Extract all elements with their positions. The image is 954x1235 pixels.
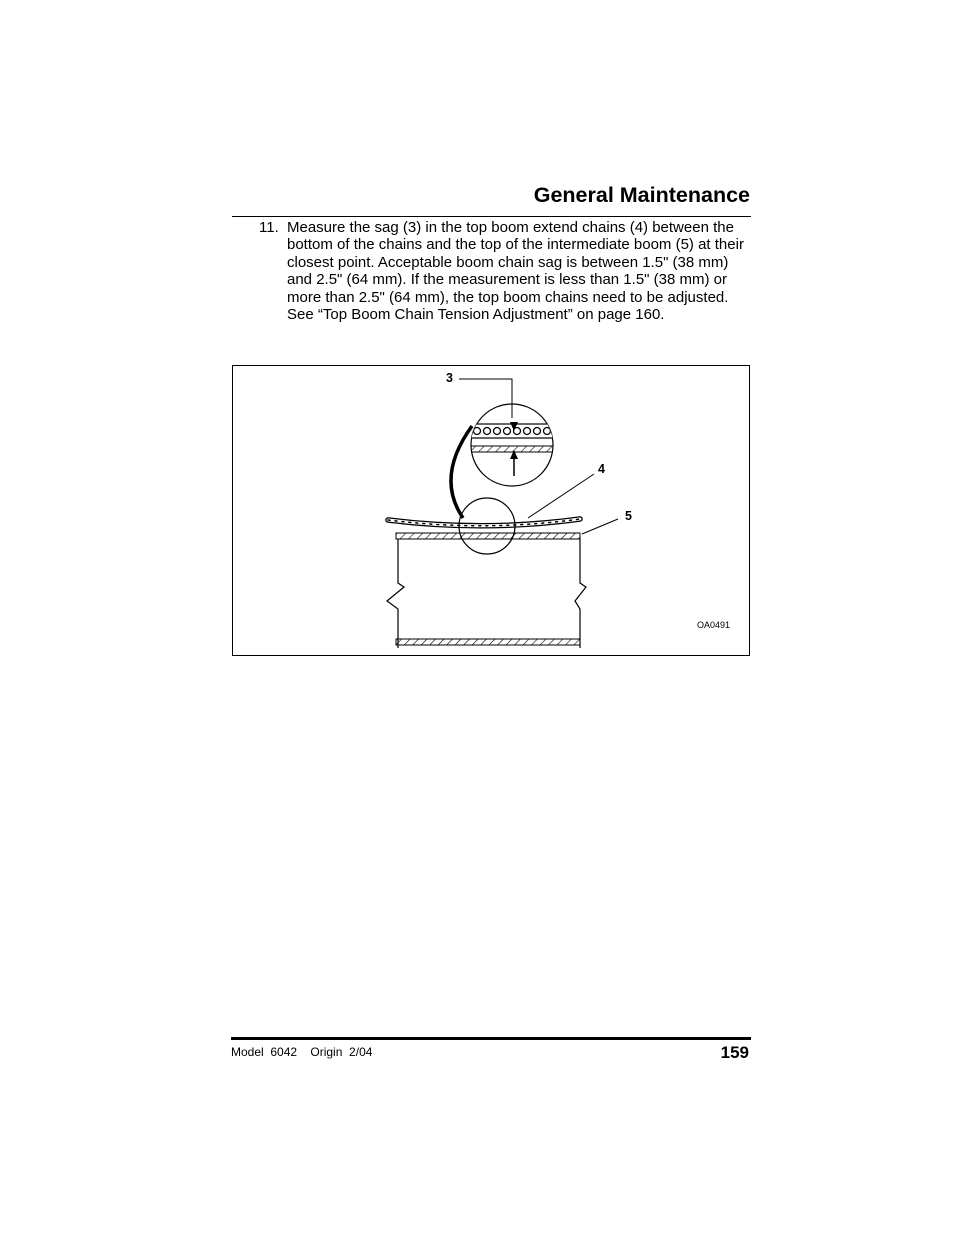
page-title: General Maintenance xyxy=(533,183,750,207)
boom-bottom-plate xyxy=(396,639,580,645)
footer-model-info: Model 6042 Origin 2/04 xyxy=(231,1045,373,1059)
callout-5: 5 xyxy=(625,509,632,523)
boom-top-plate xyxy=(396,533,580,539)
callout-4: 4 xyxy=(598,462,605,476)
chain-sag-illustration xyxy=(233,366,749,655)
leader-5 xyxy=(582,519,618,534)
extend-chain xyxy=(388,519,580,526)
page-number: 159 xyxy=(720,1043,749,1062)
figure-id: OA0491 xyxy=(697,620,731,630)
step-number: 11. xyxy=(259,219,279,236)
footer-divider xyxy=(231,1037,751,1040)
boom-right-wall xyxy=(575,539,586,648)
callout-3: 3 xyxy=(446,371,453,385)
title-divider xyxy=(232,216,751,217)
step-text: Measure the sag (3) in the top boom extend chains (4) between the bottom of the chains and the top of the intermediate boom (5) at their closest point. Acceptable boom chain sag is between 1.5" (38 mm) and 2.5" (64 mm). If the measurement is less than 1.5" (38 mm) or more than 2.5" (64 mm), the top boom chains need to be adjusted. See “Top Boom Chain Tension Adjustment” on page 160. xyxy=(287,219,744,324)
boom-left-wall xyxy=(387,539,404,648)
chain-sag-figure xyxy=(232,365,750,656)
leader-4 xyxy=(528,474,594,518)
